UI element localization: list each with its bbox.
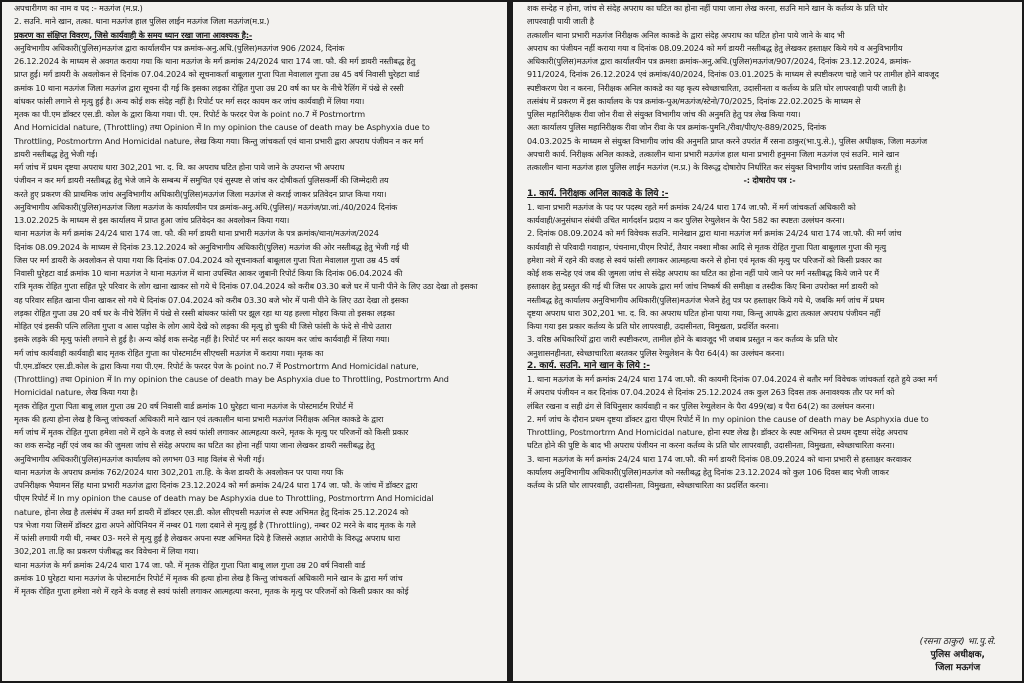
text-line: 3. वरिष्ठ अधिकारियों द्वारा जारी स्पष्टीकरण, तामील होने के बावजूद भी जबाब प्रस्तुत न कर कर्तव्य के प्रति घोर	[527, 334, 838, 345]
text-line: Homicidal nature, लेख किया गया है।	[14, 387, 138, 398]
text-line: nature, होना लेख है तत्संबंध में उक्त मर्ग डायरी में डॉक्टर एस.डी. कोल सीएचसी मऊगंज से स्पष्ट अभिमत हेतु दिनांक 25.12.2024 को	[14, 506, 409, 517]
text-line: अनुविभागीय अधिकारी(पुलिस)मऊगंज जिला मऊगंज के कार्यालयीन पत्र क्रमांक-अनु.अधि.(पुलिस)/ मऊगंज/प्रा.जां./40/2024 दिनांक	[14, 201, 398, 212]
text-line: पीएम रिपोर्ट में In my opinion the cause of death may be Asphyxia due to Throttling, Postmortrm And Homicidal	[14, 493, 434, 504]
text-line: तत्कालीन थाना मऊगंज हाल पुलिस लाईन मऊगंज (म.प्र.) के विरूद्ध दोषारोप निर्धारित कर संयुक्त विभागीय जांच प्रस्तावित करती हूं।	[527, 162, 902, 172]
text-line: करते हुए प्रकरण की प्राथमिक जांच अनुविभागीय अधिकारी(पुलिस)मऊगंज जिला मऊगंज से कराई जाकर प्रतिवेदन प्राप्त किया गया।	[14, 188, 387, 199]
text-line: हमेशा नशे में रहने की वजह से स्वयं फांसी लगाकर आत्महत्या करने से होना एवं मृतक की मृत्यु पर परिजनों को किसी प्रकार का	[527, 254, 882, 265]
text-line: लड़का रोहित गुप्ता उम्र 20 वर्ष घर के नीचे रैलिंग में पंखे से रस्सी बांधकर फांसी पर झूल रहा था यह हल्ला मोहरा किया तो इसका लड़का	[14, 307, 395, 318]
text-line: मोहित एवं इसकी पत्नि ललिता गुप्ता व आस पड़ोस के लोग आये देखे को लड़का की मृत्यु हो चुकी थी जिसे फांसी के फंदे से नीचे उतारा	[14, 321, 392, 331]
text-line: तत्संबंध में प्रकरण में इस कार्यालय के पत्र क्रमांक-पुअ/मऊगंज/स्टेनो/70/2025, दिनांक 22.02.2025 के माध्यम से	[527, 95, 861, 106]
text-line: में मृतक रोहित गुप्ता हमेशा नशे में रहने के वजह से स्वयं फांसी लगाकर आत्महत्या करना, मृतक के मृत्यु पर परिजनों को किसी प्रकार का कोई	[14, 586, 409, 596]
text-line: थाना मऊगंज के मर्ग क्रमांक 24/24 धारा 174 जा. फौ. की मर्ग डायरी थाना प्रभारी मऊगंज के पत्र क्रमांक/थाना/मऊगंज/2024	[14, 228, 379, 239]
text-line: 2. कार्य. सउनि. माने खान के लिये :-	[527, 360, 650, 371]
text-line: दिनांक 08.09.2024 के माध्यम से दिनांक 23.12.2024 को अनुविभागीय अधिकारी(पुलिस) मऊगंज की ओर नस्तीबद्ध हेतु भेजी गई थी	[14, 241, 409, 252]
text-line: हस्ताक्षर हेतु प्रस्तुत की गई थी जिस पर आपके द्वारा मर्ग जांच निष्कर्ष की समीक्षा व तस्दीक किए बिना उपरोक्त मर्ग डायरी को	[527, 281, 878, 292]
text-line: थाना मऊगंज के अपराध क्रमांक 762/2024 धारा 302,201 ता.हि. के केश डायरी के अवलोकन पर पाया गया कि	[14, 466, 344, 477]
text-line: थाना मऊगंज के मर्ग क्रमांक 24/24 धारा 174 जा. फौ. में मृतक रोहित गुप्ता पिता बाबू लाल गुप्ता उम्र 20 वर्ष निवासी वार्ड	[14, 559, 366, 570]
text-line: Throttling, Postmortrm And Homicidal nature, होना स्पष्ट लेख है। डॉक्टर के स्पष्ट अभिमत से प्रथम दृष्टया संदेह अपराध	[527, 427, 908, 437]
text-line: क्रमांक 10 घुरेहटा थाना मऊगंज के पोस्टमार्टम रिपोर्ट में मृतक की हत्या होना लेख है किन्तु जांचकर्ता अधिकारी माने खान के द्वारा मर्ग जांच	[14, 572, 403, 583]
text-line: इसके लड़के की मृत्यु फांसी लगाने से हुई है। अन्य कोई शक सन्देह नहीं है। रिपोर्ट पर मर्ग सदर कायम कर जांच कार्यवाही में लिया गया।	[14, 334, 390, 345]
signature-block	[920, 636, 996, 675]
text-line: घटित होने की पुष्टि के बाद भी अपराध पंजीयन ना करना कर्तव्य के प्रति घोर लापरवाही, उदासीनता, विमुखता, स्वेच्छाचारिता करना।	[527, 440, 895, 451]
text-line: शक सन्देह न होना, जांच से संदेह अपराध का घटित का होना नहीं पाया जाना लेख करना, सउनि माने खान के कर्तव्य के प्रति घोर	[527, 3, 888, 13]
text-line: कार्यालय अनुविभागीय अधिकारी(पुलिस)मऊगंज को नस्तीबद्ध हेतु दिनांक 23.12.2024 को कुल 106 दिवस बाद भेजी जाकर	[527, 466, 889, 477]
text-line: स्पष्टीकरण पेश न करना, निरीक्षक अनिल काकडे का यह कृत्य स्वेच्छाचारिता, उदासीनता व कर्तव्य के प्रति घोर लापरवाही पायी जाती है।	[527, 82, 906, 93]
text-line: अधिकारी(पुलिस)मऊगंज द्वारा कार्यालयीन पत्र क्रमशः क्रमांक-अनु.अधि.(पुलिस)मऊगंज/907/2024, दिनांक 23.12.2024, क्रमांक-	[527, 56, 912, 66]
text-line: कार्यवाही से परिवादी गवाहान, पंचनामा,पीएम रिपोर्ट, तैयार नक्शा मौका आदि से मृतक रोहित गुप्ता पिता बाबूलाल गुप्ता की मृत्यु	[527, 241, 886, 252]
text-line: पत्र भेजा गया जिसमें डॉक्टर द्वारा अपने ओपिनियन में नम्बर 01 गला दबाने से मृत्यु हुई है (Throttling), नम्बर 02 मरने के बाद मृतक के गले	[14, 519, 416, 530]
text-line: कार्यवाही/अनुसंधान संबंधी उचित मार्गदर्शन प्रदाय न कर पुलिस रेग्युलेशन के पैरा 582 का स्पष्टतः उल्लंघन करना।	[527, 215, 845, 225]
text-line: अपराध का पंजीयन नहीं कराया गया व दिनांक 08.09.2024 को मर्ग डायरी नस्तीबद्ध हेतु लेखकर हस्ताक्षर किये गये व अनुविभागीय	[527, 42, 903, 53]
text-line: प्राप्त हुई। मर्ग डायरी के अवलोकन से दिनांक 07.04.2024 को सूचनाकर्ता बाबूलाल गुप्ता पिता मेवालाल गुप्ता उम्र 45 वर्ष निवासी घुरेहटा वार्ड	[14, 69, 420, 80]
signature-designation: पुलिस अधीक्षक,	[930, 650, 985, 660]
text-line: का शक सन्देह नहीं एवं जब का की जुमला जांच से संदेह अपराध का घटित का होना नहीं पाया जाना लेखकर डायरी नस्तीबद्ध हेतु	[14, 440, 375, 451]
text-line: नस्तीबद्ध हेतु कार्यालय अनुविभागीय अधिकारी(पुलिस)मऊगंज भेजने हेतु पत्र पर हस्ताक्षर किये गये थे, जबकि मर्ग जांच में प्रथम	[527, 294, 885, 305]
text-line: अपचारीगण का नाम व पद :- मऊगंज (म.प्र.)	[14, 3, 143, 13]
text-line: मृतक की हत्या होना लेख है किन्तु जांचकर्ता अधिकारी माने खान एवं तत्कालीन थाना प्रभारी मऊगंज निरीक्षक अनिल काकडे के द्वारा	[14, 413, 384, 424]
text-line: प्रकरण का संक्षिप्त विवरण, जिसे कार्यवाही के समय ध्यान रखा जाना आवश्यक है:-	[14, 29, 253, 40]
text-line: -: दोषारोप पत्र :-	[743, 175, 796, 186]
text-line: 302,201 ता.हि का प्रकरण पंजीबद्ध कर विवेचना में लिया गया।	[14, 546, 199, 557]
text-line: 13.02.2025 के माध्यम से इस कार्यालय में प्राप्त हुआ जांच प्रतिवेदन का अवलोकन किया गया।	[14, 215, 290, 225]
text-line: 1. कार्य. निरीक्षक अनिल काकडे के लिये :-	[527, 188, 669, 199]
text-line: तत्कालीन थाना प्रभारी मऊगंज निरीक्षक अनिल काकडे के द्वारा संदेह अपराध का घटित होना पाये जाने के बाद भी	[527, 29, 845, 40]
text-line: 911/2024, दिनांक 26.12.2024 एवं क्रमांक/40/2024, दिनांक 03.01.2025 के माध्यम से स्पष्टीकरण चाहे जाने पर तामील होने बावजूद	[527, 69, 939, 80]
text-line: 26.12.2024 के माध्यम से अवगत कराया गया कि थाना मऊगंज के मर्ग क्रमांक 24/2024 धारा 174 जा. फौ. की मर्ग डायरी नस्तीबद्ध हेतु	[14, 56, 416, 66]
text-line: 2. सउनि. माने खान, तत्का. थाना मऊगंज हाल पुलिस लाईन मऊगंज जिला मऊगंज(म.प्र.)	[14, 16, 270, 27]
text-line: 04.03.2025 के माध्यम से संयुक्त विभागीय जांच की अनुमति प्राप्त करने उपरांत मैं रसना ठाकुर(भा.पु.से.), पुलिस अधीक्षक, जिला मऊगंज	[527, 135, 927, 146]
text-line: जिस पर मर्ग डायरी के अवलोकन से पाया गया कि दिनांक 07.04.2024 को सूचनाकर्ता बाबूलाल गुप्ता पिता मेवालाल गुप्ता उम्र 45 वर्ष	[14, 254, 400, 265]
text-line: 2. मर्ग जांच के दौरान प्रथम दृष्टया डॉक्टर द्वारा पीएम रिपोर्ट में In my opinion the cause of death may be Asphyxia due to	[527, 413, 929, 424]
text-line: Throttling, Postmortrm And Homicidal nature, लेख किया गया। किन्तु जांचकर्ता एवं थाना प्रभारी द्वारा अपराध पंजीयन न कर मर्ग	[14, 135, 423, 146]
text-line: 3. थाना मऊगंज के मर्ग क्रमांक 24/24 धारा 174 जा.फौ. की मर्ग डायरी दिनांक 08.09.2024 को थाना प्रभारी से हस्ताक्षर करवाकर	[527, 453, 912, 464]
text-line: पंजीयन न कर मर्ग डायरी नस्तीबद्ध हेतु भेजे जाने के सम्बन्ध में समुचित एवं सुस्पष्ट से जांच कर दोषीकर्ता पुलिसकर्मी की जिम्मेदारी तय	[14, 175, 389, 186]
text-line: कोई शक सन्देह एवं जब की जुमला जांच से संदेह अपराध का घटित का होना नहीं पाये जाने पर मर्ग नस्तीबद्ध किये जाने पर मैं	[527, 268, 879, 278]
left-page	[2, 2, 507, 681]
text-line: बांधकर फांसी लगाने से मृत्यु हुई है। अन्य कोई शक संदेह नहीं है। रिपोर्ट पर मर्ग सदर कायम कर जांच कार्यवाही में लिया गया।	[14, 95, 365, 106]
text-line: मर्ग जांच में मृतक रोहित गुप्ता हमेशा नशे में रहने के वजह से स्वयं फांसी लगाकर आत्महत्या करने, मृतक के मृत्यु पर परिजनों को किसी प्रकार	[14, 427, 409, 437]
text-line: डायरी नस्तीबद्ध हेतु भेजी गई।	[14, 148, 98, 159]
text-line: 1. थाना मऊगंज के मर्ग क्रमांक 24/24 धारा 174 जा.फौ. की कायमी दिनांक 07.04.2024 से बतौर मर्ग विवेचक जांचकर्ता रहते हुये उक्त मर्ग	[527, 374, 938, 384]
signature-district: जिला मऊगंज	[935, 663, 981, 673]
text-line: लापरवाही पायी जाती है	[527, 16, 594, 27]
text-line: वह परिवार सहित खाना पीना खाकर सो गये थे दिनांक 07.04.2024 को करीब 03.30 बजे भोर में पानी पीने के लिए उठा देखा तो इसका	[14, 294, 409, 305]
text-line: कर्तव्य के प्रति घोर लापरवाही, उदासीनता, विमुखता, स्वेच्छाचारिता का प्रदर्शित करना।	[527, 480, 769, 490]
text-line: पुलिस महानिरीक्षक रीवा जोन रीवा से संयुक्त विभागीय जांच की अनुमति हेतु पत्र लेख किया गया।	[527, 109, 801, 119]
text-line: (Throttling) तथा Opinion में In my opinion the cause of death may be Asphyxia due to Throttling, Postmortrm And	[14, 374, 449, 384]
text-line: अनुशासनहीनता, स्वेच्छाचारिता बरतकर पुलिस रेग्युलेशन के पैरा 64(4) का उल्लंघन करना।	[527, 347, 785, 358]
text-line: 2. दिनांक 08.09.2024 को मर्ग विवेचक सउनि. मानेखान द्वारा थाना मऊगंज मर्ग क्रमांक 24/24 धारा 174 जा.फौ. की मर्ग जांच	[527, 228, 902, 239]
text-line: निवासी घुरेहटा वार्ड क्रमांक 10 थाना मऊगंज ने थाना मऊगंज में थाना उपस्थित आकर जुबानी रिपोर्ट किया कि दिनांक 06.04.2024 की	[14, 268, 403, 278]
signature-name: (रसना ठाकुर) भा.पु.से.	[919, 637, 996, 647]
text-line: अपचारी कार्य. निरीक्षक अनिल काकडे, तत्कालीन थाना प्रभारी मऊगंज हाल थाना प्रभारी हनुमना जिला मऊगंज एवं सउनि. माने खान	[527, 148, 899, 159]
text-line: मृतक का पी.एम डॉक्टर एस.डी. कोल के द्वारा किया गया। पी. एम. रिपोर्ट के फरदर पेज के point no.7 में Postmortrm	[14, 109, 366, 119]
text-line: में फांसी लगायी गयी थी, नम्बर 03- मरने से मृत्यु हुई है लेखकर अपना स्पष्ट अभिमत दिये है जिससे अज्ञात आरोपी के विरुद्ध अपराध धारा	[14, 533, 400, 543]
text-line: मृतक रोहित गुप्ता पिता बाबू लाल गुप्ता उम्र 20 वर्ष निवासी वार्ड क्रमांक 10 घुरेहटा थाना मऊगंज के पोस्टमार्टम रिपोर्ट में	[14, 400, 353, 411]
text-line: 1. थाना प्रभारी मऊगंज के पद पर पदस्थ रहते मर्ग क्रमांक 24/24 धारा 174 जा.फौ. में मर्ग जांचकर्ता अधिकारी को	[527, 201, 856, 212]
text-line: क्रमांक 10 थाना मऊगंज जिला मऊगंज द्वारा सूचना दी गई कि इसका लड़का रोहित गुप्ता उम्र 20 वर्ष का घर के नीचे रैलिंग में पंखे से रस्सी	[14, 82, 404, 93]
text-line: में अपराध पंजीयन न कर दिनांक 07.04.2024 से दिनांक 25.12.2024 तक कुल 263 दिवस तक अनावश्यक तौर पर मर्ग को	[527, 387, 895, 398]
text-line: अतः कार्यालय पुलिस महानिरीक्षक रीवा जोन रीवा के पत्र क्रमांक-पुमनि./रीवा/पीए/ए-889/2025, दिनांक	[527, 122, 826, 133]
text-line: मर्ग जांच कार्यवाही कार्यवाही बाद मृतक रोहित गुप्ता का पोस्टमार्टम सीएचसी मऊगंज में कराया गया। मृतक का	[14, 347, 324, 358]
right-page	[513, 2, 1022, 681]
text-line: अनुविभागीय अधिकारी(पुलिस)मऊगंज कार्यालय को लगभग 03 माह विलंब से भेजी गई।	[14, 453, 265, 464]
text-line: मर्ग जांच में प्रथम दृष्टया अपराध धारा 302,201 भा. द. वि. का अपराध घटित होना पाये जाने के उपरान्त भी अपराध	[14, 162, 345, 172]
text-line: अनुविभागीय अधिकारी(पुलिस)मऊगंज द्वारा कार्यालयीन पत्र क्रमांक-अनु.अधि.(पुलिस)मऊगंज 906 /2024, दिनांक	[14, 42, 345, 53]
text-line: पी.एम.डॉक्टर एस.डी.कोल के द्वारा किया गया पी.एम. रिपोर्ट के फरदर पेज के point no.7 में Postmortrm And Homicidal nature,	[14, 360, 419, 371]
text-line: And Homicidal nature, (Throttling) तथा Opinion में In my opinion the cause of death may be Asphyxia due to	[14, 122, 430, 133]
text-line: लंबित रखना व सही ढंग से विधिनुसार कार्यवाही न कर पुलिस रेग्युलेशन के पैरा 499(ख) व पैरा 64(2) का उल्लंघन करना।	[527, 400, 875, 411]
text-line: किया गया इस प्रकार कर्तव्य के प्रति घोर लापरवाही, उदासीनता, विमुखता, प्रदर्शित करना।	[527, 321, 779, 331]
text-line: उपनिरीक्षक भैयामन सिंह थाना प्रभारी मऊगंज द्वारा दिनांक 23.12.2024 को मर्ग क्रमांक 24/24 धारा 174 जा. फौ. के जांच में डॉक्टर द्वारा	[14, 480, 418, 490]
text-line: दृष्टया अपराध धारा 302,201 भा. द. वि. का अपराध घटित होना पाया गया, किन्तु आपके द्वारा तत्काल अपराध पंजीयन नहीं	[527, 307, 881, 318]
text-line: रात्रि मृतक रोहित गुप्ता सहित पूरे परिवार के लोग खाना खाकर सो गये थे दिनांक 07.04.2024 को करीब 03.30 बजे घर में पानी पीने के लिए उठा देखा तो इसका	[14, 281, 478, 292]
